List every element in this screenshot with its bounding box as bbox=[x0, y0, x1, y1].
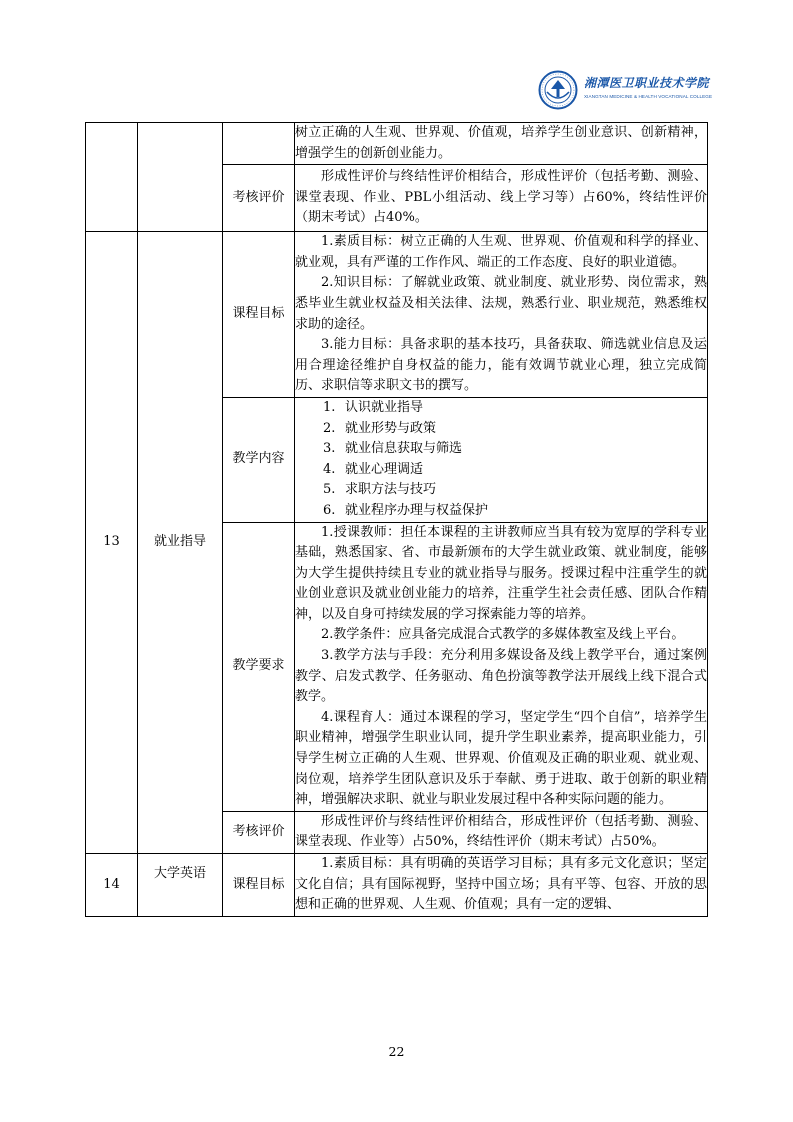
requirement-cell bbox=[295, 522, 708, 811]
goal-label: 课程目标 bbox=[223, 232, 295, 398]
content-cell bbox=[295, 397, 708, 522]
goal-quality: 1.素质目标：具有明确的英语学习目标；具有多元文化意识；坚定文化自信；具有国际视野，坚持中国立场；具有平等、包容、开放的思想和正确的世界观、人生观、价值观；具有一定的逻辑、 bbox=[295, 856, 707, 913]
course-table bbox=[85, 122, 708, 917]
goal-cell bbox=[295, 232, 708, 398]
school-emblem-icon bbox=[538, 70, 578, 110]
assessment-text: 形成性评价与终结性评价相结合，形成性评价（包括考勤、测验、课堂表现、作业等）占50%，终结性评价（期末考试）占50%。 bbox=[295, 813, 707, 850]
goal-quality: 1.素质目标：树立正确的人生观、世界观、价值观和科学的择业、就业观，具有严谨的工作作风、端正的工作态度、良好的职业道德。 bbox=[295, 234, 707, 270]
goal-cell bbox=[295, 854, 708, 917]
course-number: 13 bbox=[86, 232, 138, 854]
table-row bbox=[86, 854, 708, 917]
requirement-teacher: 1.授课教师：担任本课程的主讲教师应当具有较为宽厚的学科专业基础，熟悉国家、省、市最新颁布的大学生就业政策、就业制度，能够为大学生提供持续且专业的就业指导与服务。授课过程中注重学生的就业创业意识及就业创业能力的培养，注重学生社会责任感、团队合作精神，以及自身可持续发展的学习探索能力等的培养。 bbox=[295, 524, 707, 622]
goal-continuation-cell bbox=[295, 123, 708, 165]
goal-knowledge: 2.知识目标：了解就业政策、就业制度、就业形势、岗位需求，熟悉毕业生就业权益及相关法律、法规，熟悉行业、职业规范，熟悉维权求助的途径。 bbox=[295, 275, 707, 332]
requirement-education: 4.课程育人：通过本课程的学习，坚定学生“四个自信”，培养学生职业精神，增强学生职业认同，提升学生职业素养，提高职业能力，引导学生树立正确的人生观、世界观、价值观及正确的职业观、就业观、岗位观，培养学生团队意识及乐于奉献、勇于进取、敢于创新的职业精神，增强解决求职、就业与职业发展过程中各种实际问题的能力。 bbox=[295, 709, 707, 808]
requirement-methods: 3.教学方法与手段：充分利用多媒设备及线上教学平台，通过案例教学、启发式教学、任务驱动、角色扮演等教学法开展线上线下混合式教学。 bbox=[295, 648, 707, 705]
assessment-label: 考核评价 bbox=[223, 811, 295, 853]
list-item: 4. 就业心理调适 bbox=[323, 461, 424, 477]
row-label-cell bbox=[223, 123, 295, 165]
list-item: 3. 就业信息获取与筛选 bbox=[323, 441, 463, 457]
requirement-label: 教学要求 bbox=[223, 522, 295, 811]
requirement-conditions: 2.教学条件：应具备完成混合式教学的多媒体教室及线上平台。 bbox=[321, 627, 685, 643]
table-row bbox=[86, 232, 708, 398]
content-list bbox=[295, 398, 707, 522]
course-number-cell bbox=[86, 123, 138, 232]
assessment-cell bbox=[295, 811, 708, 853]
list-item: 6. 就业程序办理与权益保护 bbox=[323, 502, 489, 518]
assessment-text: 形成性评价与终结性评价相结合，形成性评价（包括考勤、测验、课堂表现、作业、PBL小组活动、线上学习等）占60%，终结性评价（期末考试）占40%。 bbox=[295, 169, 707, 226]
assessment-label: 考核评价 bbox=[223, 165, 295, 232]
table-row bbox=[86, 123, 708, 165]
course-number: 14 bbox=[86, 854, 138, 917]
goal-label: 课程目标 bbox=[223, 854, 295, 917]
course-name: 大学英语 bbox=[138, 854, 223, 917]
course-name: 就业指导 bbox=[138, 232, 223, 854]
page-number: 22 bbox=[388, 1044, 405, 1059]
school-name-en: XIANGTAN MEDICINE & HEALTH VOCATIONAL COLLEGE bbox=[584, 94, 713, 99]
goal-continuation-text: 树立正确的人生观、世界观、价值观，培养学生创业意识、创新精神，增强学生的创新创业能力。 bbox=[295, 125, 707, 161]
list-item: 2. 就业形势与政策 bbox=[323, 420, 437, 436]
assessment-text-cell bbox=[295, 165, 708, 232]
school-name-cn: 湘潭医卫职业技术学院 bbox=[584, 76, 710, 90]
school-header bbox=[584, 74, 714, 99]
course-name-cell bbox=[138, 123, 223, 232]
list-item: 1. 认识就业指导 bbox=[323, 399, 424, 415]
content-label: 教学内容 bbox=[223, 397, 295, 522]
goal-ability: 3.能力目标：具备求职的基本技巧，具备获取、筛选就业信息及运用合理途径维护自身权益的能力，能有效调节就业心理，独立完成简历、求职信等求职文书的撰写。 bbox=[295, 337, 707, 394]
list-item: 5. 求职方法与技巧 bbox=[323, 482, 437, 498]
